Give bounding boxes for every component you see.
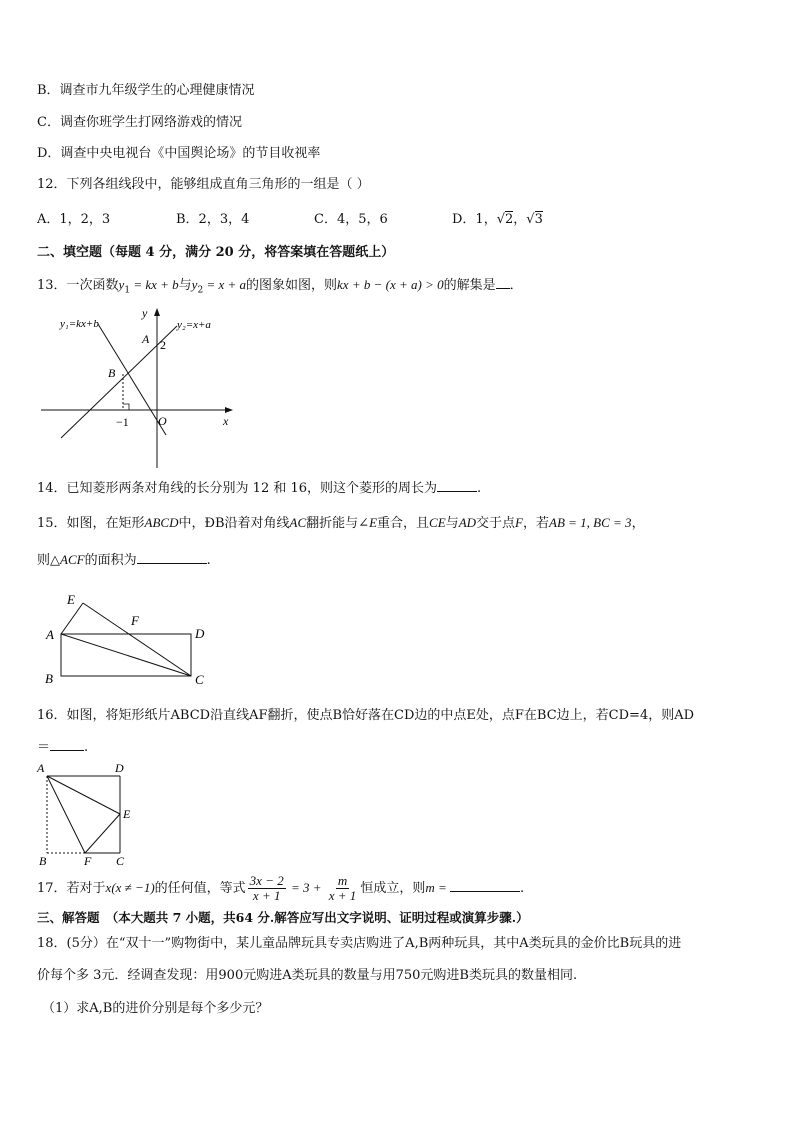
y-axis-arrow-icon	[154, 308, 160, 316]
label-b: B	[108, 366, 116, 380]
q17-stem: 17．若对于x(x ≠ −1)的任何值，等式 $\frac{3x - 2}{x + 1}$ = 3 + $\frac{m}{x + 1}$ 恒成立，则m = .	[37, 873, 525, 903]
x-axis-arrow-icon	[225, 407, 233, 413]
answer-blank	[496, 276, 510, 289]
q12-option-c: C．4，5，6	[314, 212, 388, 227]
q13-stem: 13．一次函数$y_1$ = kx + b与$y_2 = x + a$的图象如图，则kx + b − (x + a) > 0的解集是 ．	[37, 277, 523, 296]
label-neg1: −1	[116, 415, 129, 429]
label-d: D	[115, 761, 124, 775]
q11-option-c: C．调查你班学生打网络游戏的情况	[37, 115, 242, 130]
q15-figure	[40, 590, 220, 690]
q12-option-b: B．2，3，4	[176, 212, 250, 227]
section3-title: 三、解答题 （本大题共 7 小题，共64 分.解答应写出文字说明、证明过程或演算步骤.）	[37, 910, 529, 925]
q15-stem-line2: 则△ACF的面积为 .	[37, 552, 211, 568]
q12-option-d: D．1，√2，√3	[452, 212, 543, 227]
label-f: F	[131, 613, 139, 628]
label-a: A	[37, 761, 45, 775]
fraction: $\frac{3x - 2}{x + 1}$	[249, 873, 284, 903]
q11-option-b: B．调查市九年级学生的心理健康情况	[37, 83, 255, 98]
label-e: E	[123, 807, 131, 821]
q16-stem-line2: ＝ .	[37, 740, 89, 755]
q13-figure	[36, 300, 246, 472]
q11-option-d: D．调查中央电视台《中国舆论场》的节目收视率	[37, 146, 321, 161]
label-f: F	[84, 854, 92, 868]
q18-stem: 18．(5分）在“双十一”购物街中，某儿童品牌玩具专卖店购进了A,B两种玩具，其中A类玩具的金价比B玩具的进	[37, 936, 682, 951]
q12-stem: 12．下列各组线段中，能够组成直角三角形的一组是（ ）	[37, 177, 370, 192]
q15-stem: 15．如图，在矩形ABCD中，ÐB沿着对角线AC翻折能与∠E重合，且CE与AD交于点F，若AB = 1, BC = 3，	[37, 515, 645, 531]
sqrt-symbol-icon: √	[496, 212, 505, 227]
fraction: $\frac{m}{x + 1}$	[328, 873, 357, 903]
q18-stem-line2: 价每个多 3元．经调查发现：用900元购进A类玩具的数量与用750元购进B类玩具的数量相同.	[37, 968, 578, 983]
answer-blank	[50, 738, 84, 751]
q12-option-a: A．1，2，3	[37, 212, 111, 227]
q16-stem: 16．如图，将矩形纸片ABCD沿直线AF翻折，使点B恰好落在CD边的中点E处，点F在BC边上，若CD=4，则AD	[37, 708, 695, 723]
answer-blank	[137, 551, 207, 564]
answer-blank	[450, 879, 520, 892]
section2-title: 二、填空题（每题 4 分，满分 20 分，将答案填在答题纸上）	[37, 245, 395, 260]
label-d: D	[195, 626, 205, 641]
answer-blank	[437, 479, 477, 492]
label-2: 2	[160, 338, 166, 352]
sqrt-symbol-icon: √	[526, 212, 535, 227]
label-e: E	[67, 592, 75, 607]
label-c: C	[195, 672, 204, 687]
label-a: A	[46, 627, 54, 642]
label-y-axis: y	[142, 306, 148, 320]
q14-stem: 14．已知菱形两条对角线的长分别为 12 和 16，则这个菱形的周长为 .	[37, 481, 482, 496]
label-y1: y₁=kx+b	[60, 318, 99, 330]
label-o: O	[158, 414, 167, 428]
q18-sub1: （1）求A,B的进价分别是每个多少元？	[42, 1001, 269, 1016]
label-b: B	[45, 671, 53, 686]
label-x-axis: x	[223, 414, 229, 428]
q16-figure	[34, 758, 144, 868]
label-b: B	[39, 854, 47, 868]
label-a: A	[142, 332, 150, 346]
label-c: C	[116, 854, 125, 868]
label-y2: y₂=x+a	[177, 319, 211, 331]
